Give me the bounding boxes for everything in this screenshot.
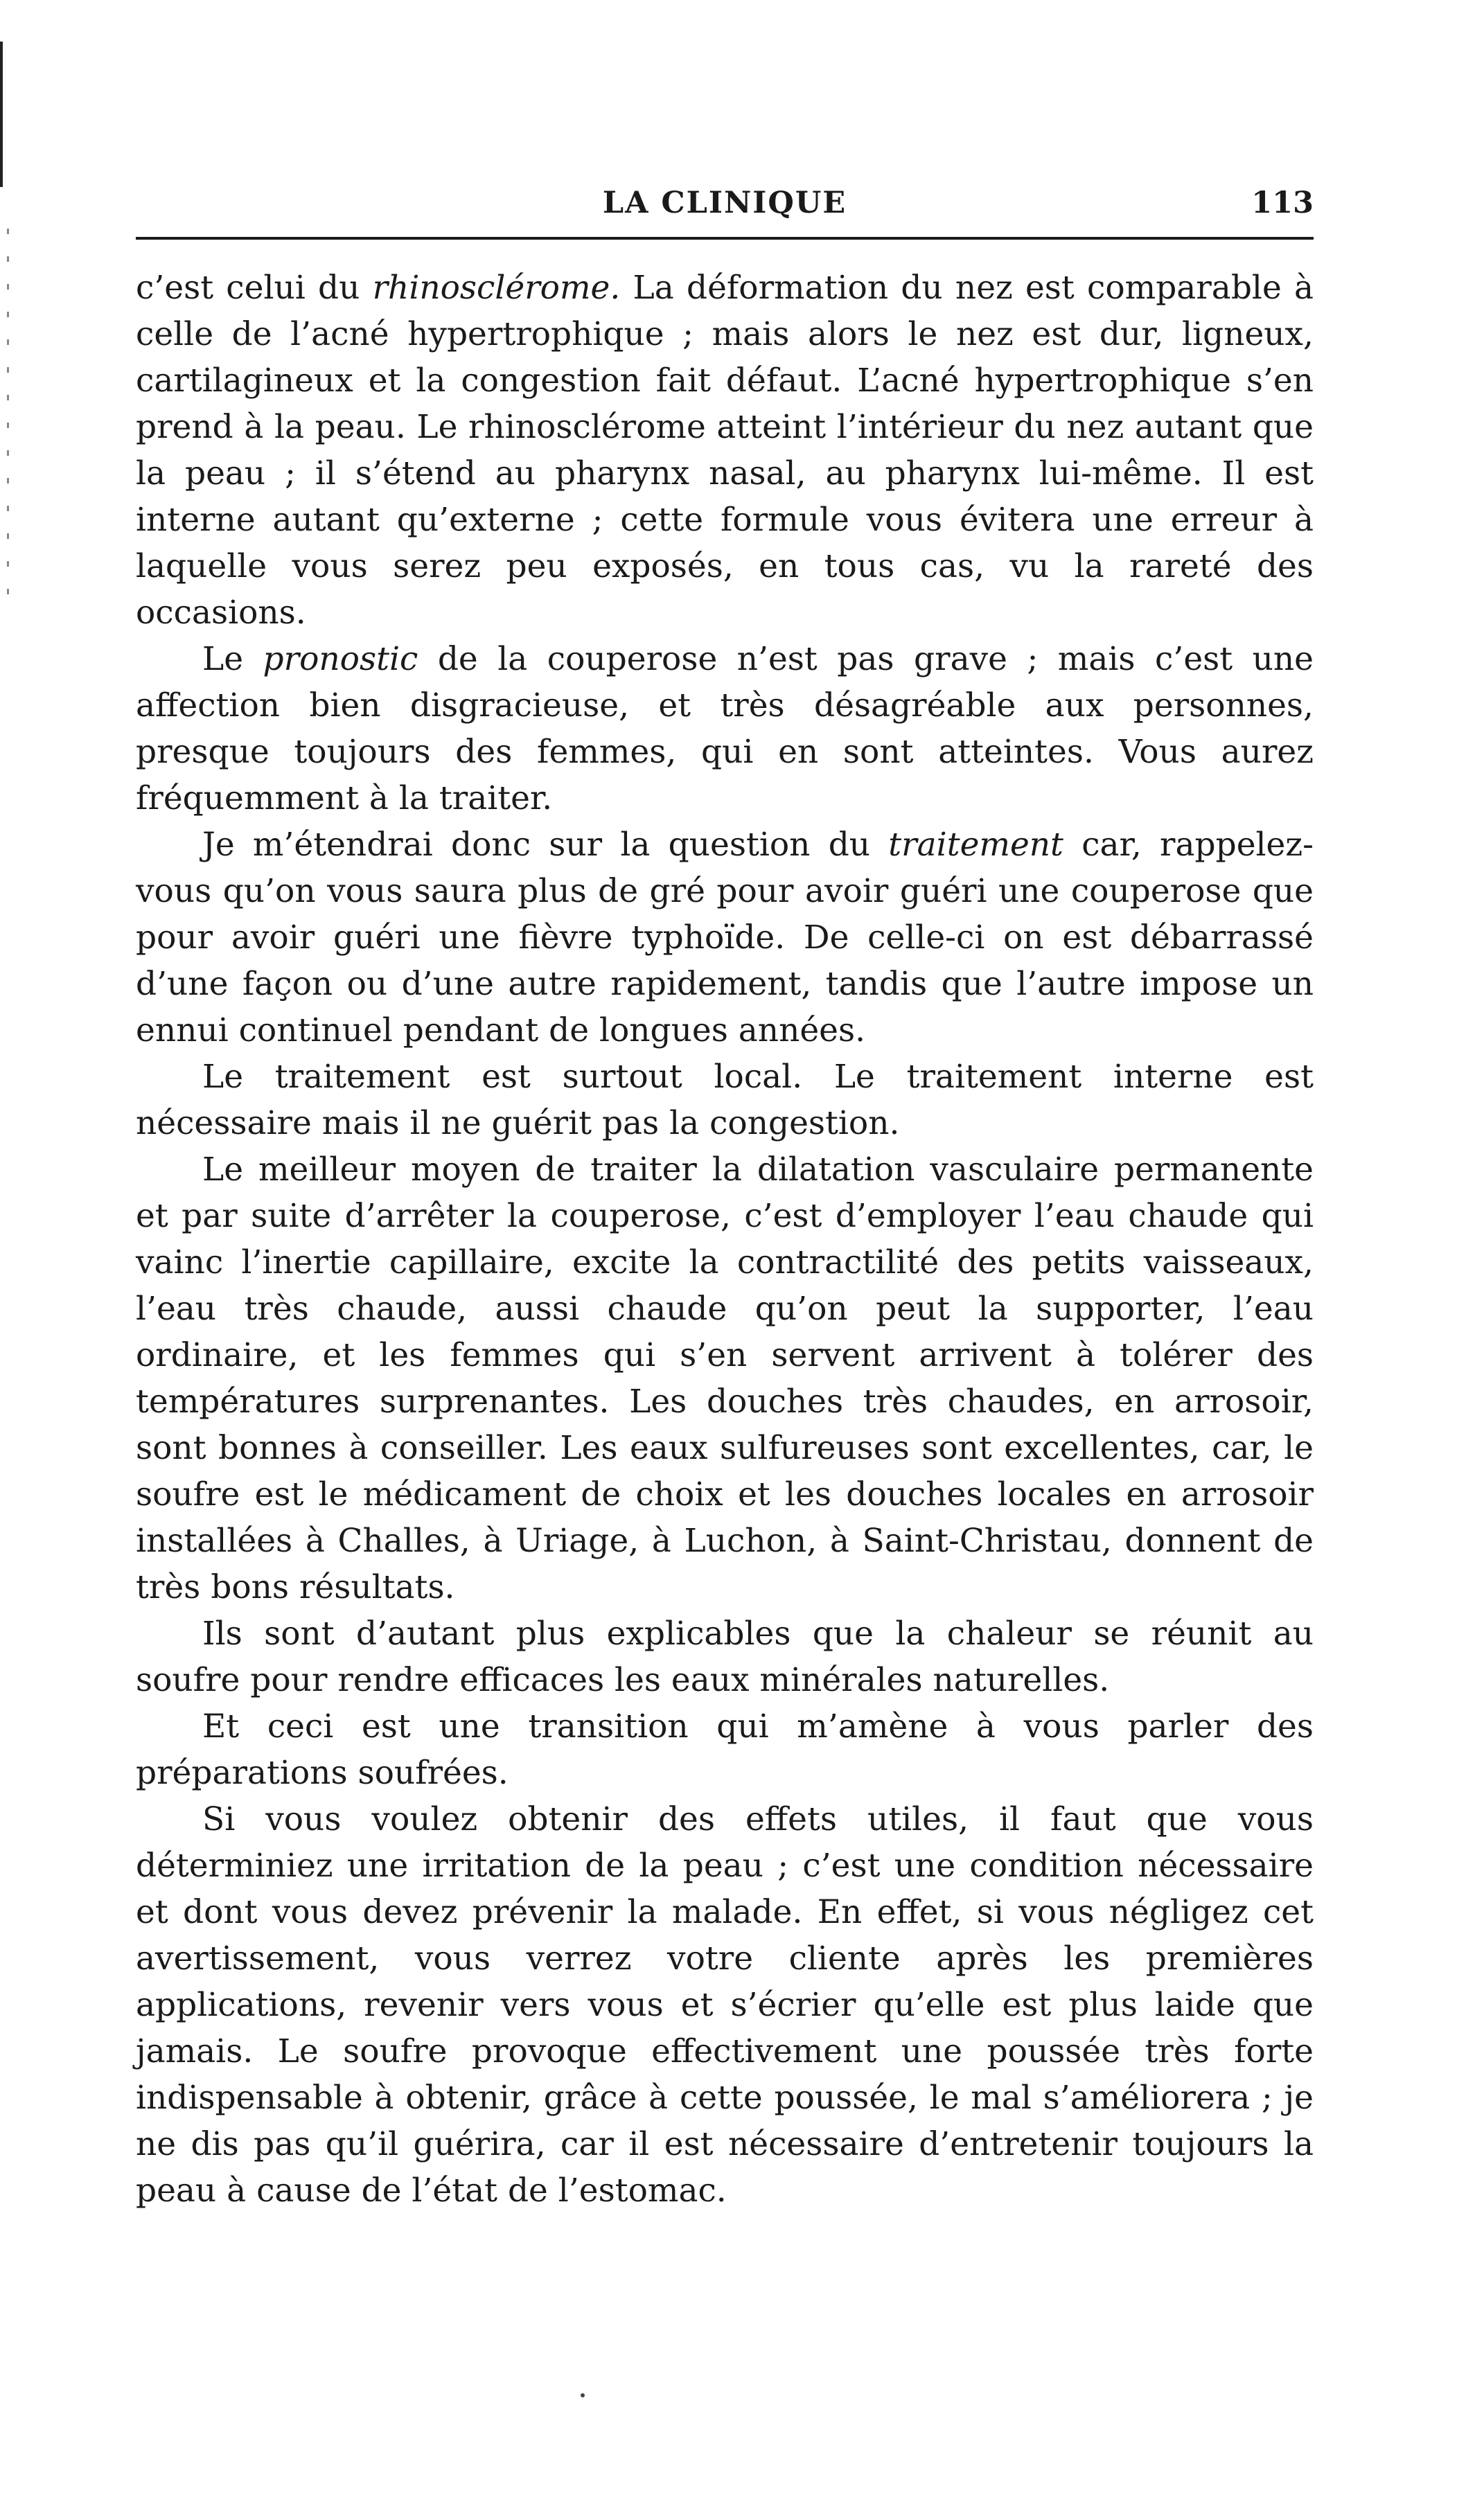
italic-term: traitement xyxy=(888,826,1063,864)
page-header xyxy=(136,172,1314,234)
text-run: Je m’étendrai donc sur la question du xyxy=(202,826,889,864)
body-text xyxy=(136,265,1314,2214)
paragraph xyxy=(136,822,1314,1054)
paragraph xyxy=(136,1703,1314,1796)
text-run: de la couperose n’est pas grave ; mais c’est une affection bien disgracieuse, et très désagréable aux personnes, presque toujours des femmes, qui en sont atteintes. Vous aurez fréquemment à la traiter. xyxy=(136,640,1314,817)
text-run: car, rappelez-vous qu’on vous saura plus de gré pour avoir guéri une couperose que pour avoir guéri une fièvre typhoïde. De celle-ci on est débarrassé d’une façon ou d’une autre rapidement, tandis que l’autre impose un ennui continuel pendant de longues années. xyxy=(136,826,1314,1049)
text-run: Ils sont d’autant plus explicables que la chaleur se réunit au soufre pour rendre efficaces les eaux minérales naturelles. xyxy=(136,1615,1314,1699)
italic-term: pronostic xyxy=(263,640,418,678)
paragraph xyxy=(136,1146,1314,1611)
paragraph xyxy=(136,1054,1314,1146)
scan-page-edge xyxy=(0,42,3,187)
paragraph xyxy=(136,636,1314,822)
print-speck xyxy=(581,2393,585,2397)
header-rule xyxy=(136,237,1314,240)
running-title: LA CLINIQUE xyxy=(602,186,847,220)
text-run: c’est celui du xyxy=(136,269,373,307)
text-run: La déformation du nez est comparable à celle de l’acné hypertrophique ; mais alors le nez est dur, ligneux, cartilagineux et la congestion fait défaut. L’acné hypertrophique s’en prend à la peau. Le rhinosclérome atteint l’intérieur du nez autant que la peau ; il s’étend au pharynx nasal, au pharynx lui-même. Il est interne autant qu’externe ; cette formule vous évitera une erreur à laquelle vous serez peu exposés, en tous cas, vu la rareté des occasions. xyxy=(136,269,1314,632)
italic-term: rhinosclérome. xyxy=(372,269,621,307)
text-run: Le meilleur moyen de traiter la dilatation vasculaire permanente et par suite d’arrêter la couperose, c’est d’employer l’eau chaude qui vainc l’inertie capillaire, excite la contractilité des petits vaisseaux, l’eau très chaude, aussi chaude qu’on peut la supporter, l’eau ordinaire, et les femmes qui s’en servent arrivent à tolérer des températures surprenantes. Les douches très chaudes, en arrosoir, sont bonnes à conseiller. Les eaux sulfureuses sont excellentes, car, le soufre est le médicament de choix et les douches locales en arrosoir installées à Challes, à Uriage, à Luchon, à Saint-Christau, donnent de très bons résultats. xyxy=(136,1151,1314,1606)
scan-margin-marks xyxy=(7,229,9,616)
paragraph xyxy=(136,265,1314,636)
paragraph xyxy=(136,1796,1314,2214)
text-run: Le xyxy=(202,640,263,678)
text-run: Et ceci est une transition qui m’amène à vous parler des préparations soufrées. xyxy=(136,1707,1314,1792)
page-number: 113 xyxy=(1251,186,1314,220)
text-run: Le traitement est surtout local. Le traitement interne est nécessaire mais il ne guérit pas la congestion. xyxy=(136,1058,1314,1142)
paragraph xyxy=(136,1611,1314,1703)
text-run: Si vous voulez obtenir des effets utiles, il faut que vous déterminiez une irritation de la peau ; c’est une condition nécessaire et dont vous devez prévenir la malade. En effet, si vous négligez cet avertissement, vous verrez votre cliente après les premières applications, revenir vers vous et s’écrier qu’elle est plus laide que jamais. Le soufre provoque effectivement une poussée très forte indispensable à obtenir, grâce à cette poussée, le mal s’améliorera ; je ne dis pas qu’il guérira, car il est nécessaire d’entretenir toujours la peau à cause de l’état de l’estomac. xyxy=(136,1800,1314,2210)
book-page xyxy=(136,172,1314,2214)
